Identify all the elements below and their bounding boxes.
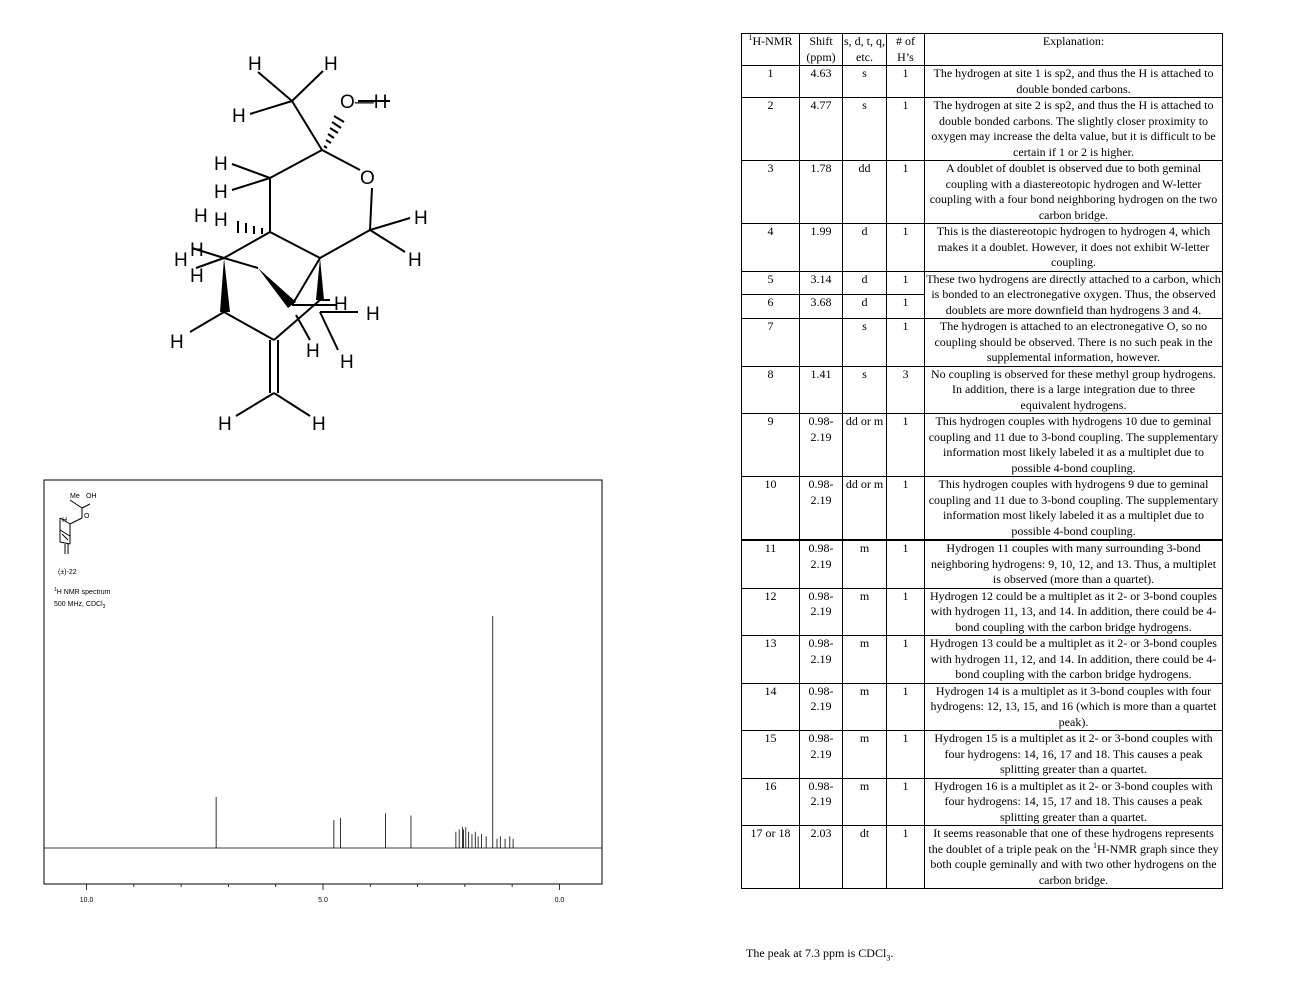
atom-h: H — [190, 266, 204, 287]
cell-h-count: 1 — [887, 588, 925, 636]
bond — [292, 101, 322, 150]
inset-compound-label: (±)-22 — [58, 569, 77, 576]
header-explanation: Explanation: — [925, 34, 1223, 66]
cell-explanation: Hydrogen 11 couples with many surrounding 3-bond neighboring hydrogens: 9, 10, 12, and 13. Thus, a multiplet is observed (more than a quartet). — [925, 540, 1223, 588]
cell-hydrogen: 14 — [742, 683, 800, 731]
bond — [320, 312, 338, 350]
cell-h-count: 1 — [887, 778, 925, 826]
cell-hydrogen: 7 — [742, 319, 800, 367]
bond — [296, 315, 310, 340]
cell-multiplicity: m — [843, 588, 887, 636]
atom-h: H — [214, 154, 228, 175]
table-row — [742, 636, 1223, 684]
cell-shift: 1.99 — [800, 224, 843, 272]
atom-h: H — [170, 332, 184, 353]
cell-h-count: 1 — [887, 636, 925, 684]
cell-explanation: These two hydrogens are directly attached to a carbon, which is bonded to an electronegative oxygen. Thus, the observed doublets are more downfield than hydrogens 3 and 4. — [926, 271, 1221, 317]
cell-hydrogen: 11 — [742, 540, 800, 588]
atom-h: H — [174, 250, 188, 271]
bond — [270, 150, 322, 178]
atom-h: H — [408, 250, 422, 271]
cell-h-count: 1 — [887, 161, 925, 224]
bond — [292, 71, 323, 101]
table-header-row — [742, 34, 1223, 66]
table-row — [742, 683, 1223, 731]
cell-h-count: 1 — [887, 826, 925, 889]
header-shift: Shift (ppm) — [800, 34, 843, 66]
cell-explanation: The hydrogen at site 1 is sp2, and thus the H is attached to double bonded carbons. — [925, 66, 1223, 98]
cell-shift: 0.98- 2.19 — [800, 540, 843, 588]
cell-hydrogen: 6 — [742, 295, 800, 319]
atom-oh: O—H — [340, 92, 388, 113]
table-row — [742, 161, 1223, 224]
cell-explanation: This hydrogen couples with hydrogens 9 due to geminal coupling and 11 due to 3-bond coupling. The supplementary information most likely labeled it as a multiplet due to possible 4-bond coupling. — [925, 477, 1223, 541]
inset-h-label: H — [62, 517, 68, 524]
wedge-bond — [258, 268, 296, 308]
cell-explanation: Hydrogen 15 is a multiplet as it 2- or 3-bond couples with four hydrogens: 14, 16, 17 and 18. This causes a peak splitting greater than a quartet. — [925, 731, 1223, 779]
cell-shift: 1.78 — [800, 161, 843, 224]
cell-hydrogen: 15 — [742, 731, 800, 779]
cell-multiplicity: dd or m — [843, 477, 887, 541]
cell-multiplicity: d — [843, 271, 887, 295]
bond — [224, 312, 274, 340]
inset-oh-label: OH — [86, 493, 97, 500]
cell-multiplicity: dd or m — [843, 414, 887, 477]
cell-multiplicity: dd — [843, 161, 887, 224]
molecule-structure — [160, 40, 460, 440]
footnote: The peak at 7.3 ppm is CDCl$_3$. — [746, 946, 894, 963]
bond — [232, 164, 270, 178]
cell-explanation: Hydrogen 12 could be a multiplet as it 2- or 3-bond couples with hydrogen 11, 13, and 14. In addition, there could be 4-bond coupling with the carbon bridge hydrogens. — [925, 588, 1223, 636]
table-row — [742, 588, 1223, 636]
table-row — [742, 271, 1223, 295]
table-row — [742, 98, 1223, 161]
bond — [190, 312, 224, 332]
spectrum-conditions: 500 MHz, CDCl$_3$ — [54, 601, 106, 610]
hashed-wedge-bond — [324, 116, 344, 148]
cell-shift: 0.98- 2.19 — [800, 731, 843, 779]
cell-hydrogen: 8 — [742, 366, 800, 414]
cell-h-count: 1 — [887, 540, 925, 588]
cell-shift: 0.98- 2.19 — [800, 683, 843, 731]
bond — [224, 232, 270, 258]
atom-o: O — [360, 168, 375, 189]
cell-explanation: The hydrogen is attached to an electronegative O, so no coupling should be observed. There is no such peak in the supplemental information, however. — [925, 319, 1223, 367]
cell-explanation: No coupling is observed for these methyl group hydrogens. In addition, there is a large integration due to three equivalent hydrogens. — [925, 366, 1223, 414]
cell-hydrogen: 9 — [742, 414, 800, 477]
cell-explanation: A doublet of doublet is observed due to both geminal coupling with a diastereotopic hydrogen and W-letter coupling with a four bond neighboring hydrogen on the two carbon bridge. — [925, 161, 1223, 224]
wedge-bond — [220, 258, 230, 312]
cell-multiplicity: m — [843, 778, 887, 826]
cell-hydrogen: 13 — [742, 636, 800, 684]
bond — [322, 150, 360, 170]
table-row — [742, 778, 1223, 826]
cell-explanation: Hydrogen 16 is a multiplet as it 2- or 3-bond couples with four hydrogens: 14, 15, 17 and 18. This causes a peak splitting greater than a quartet. — [925, 778, 1223, 826]
cell-multiplicity: d — [843, 224, 887, 272]
cell-h-count: 1 — [887, 66, 925, 98]
spectrum-peaks — [44, 616, 602, 848]
x-axis-ticks — [87, 884, 560, 890]
cell-explanation: This is the diastereotopic hydrogen to hydrogen 4, which makes it a doublet. However, it does not exhibit W-letter coupling. — [925, 224, 1223, 272]
bond — [270, 232, 320, 258]
bond — [232, 178, 270, 190]
cell-multiplicity: d — [843, 295, 887, 319]
cell-h-count: 1 — [887, 224, 925, 272]
x-tick-label: 0.0 — [554, 897, 565, 904]
cell-explanation: This hydrogen couples with hydrogens 10 due to geminal coupling and 11 due to 3-bond coupling. The supplementary information most likely labeled it as a multiplet due to possible 4-bond coupling. — [925, 414, 1223, 477]
nmr-assignment-table — [741, 33, 1223, 889]
cell-hydrogen: 1 — [742, 66, 800, 98]
cell-h-count: 3 — [887, 366, 925, 414]
table-row — [742, 540, 1223, 588]
cell-multiplicity: s — [843, 319, 887, 367]
cell-multiplicity: s — [843, 366, 887, 414]
x-tick-label: 5.0 — [318, 897, 328, 904]
table-row — [742, 366, 1223, 414]
bond — [370, 218, 410, 230]
x-tick-label: 10.0 — [79, 897, 94, 904]
cell-shift: 0.98- 2.19 — [800, 414, 843, 477]
cell-shift: 0.98- 2.19 — [800, 636, 843, 684]
atom-h: H — [334, 294, 348, 315]
atom-h: H — [194, 206, 208, 227]
atom-h: H — [214, 210, 228, 231]
cell-hydrogen: 16 — [742, 778, 800, 826]
table-row — [742, 477, 1223, 541]
cell-shift: 0.98- 2.19 — [800, 477, 843, 541]
atom-h: H — [214, 182, 228, 203]
bond — [250, 101, 292, 114]
cell-shift: 0.98- 2.19 — [800, 778, 843, 826]
cell-explanation: It seems reasonable that one of these hydrogens represents the doublet of a triple peak on the $^1$H-NMR graph since they both couple geminally and with two other hydrogens on the carbon bridge. — [925, 826, 1223, 889]
cell-shift: 4.77 — [800, 98, 843, 161]
nmr-spectrum-chart — [40, 478, 606, 908]
cell-multiplicity: s — [843, 98, 887, 161]
cell-shift: 3.14 — [800, 271, 843, 295]
cell-shift: 0.98- 2.19 — [800, 588, 843, 636]
bond — [370, 188, 372, 230]
x-axis-tick-labels — [80, 897, 565, 904]
atom-h: H — [190, 240, 204, 261]
atom-h: H — [414, 208, 428, 229]
atom-h: H — [312, 414, 326, 435]
bond — [258, 72, 292, 101]
cell-h-count: 1 — [887, 98, 925, 161]
cell-multiplicity: m — [843, 540, 887, 588]
cell-h-count: 1 — [887, 731, 925, 779]
table-row — [742, 826, 1223, 889]
cell-multiplicity: s — [843, 66, 887, 98]
header-h-count: # of H’s — [887, 34, 925, 66]
cell-hydrogen: 3 — [742, 161, 800, 224]
cell-hydrogen: 12 — [742, 588, 800, 636]
cell-h-count: 1 — [887, 271, 925, 295]
cell-h-count: 1 — [887, 319, 925, 367]
cell-shift — [800, 319, 843, 367]
atom-h: H — [232, 106, 246, 127]
inset-o-label: O — [84, 513, 90, 520]
bond — [370, 230, 405, 252]
bond — [236, 393, 274, 416]
bond — [292, 258, 320, 305]
cell-shift: 4.63 — [800, 66, 843, 98]
header-h-nmr: $^1$H-NMR — [742, 34, 800, 66]
cell-explanation: Hydrogen 13 could be a multiplet as it 2- or 3-bond couples with hydrogen 11, 12, and 14. In addition, there could be 4-bond coupling with the carbon bridge hydrogens. — [925, 636, 1223, 684]
bond — [224, 258, 258, 268]
cell-multiplicity: m — [843, 636, 887, 684]
cell-multiplicity: dt — [843, 826, 887, 889]
cell-h-count: 1 — [887, 477, 925, 541]
table-row — [742, 731, 1223, 779]
cell-hydrogen: 10 — [742, 477, 800, 541]
cell-multiplicity: m — [843, 683, 887, 731]
table-row — [742, 66, 1223, 98]
inset-me-label: Me — [70, 493, 80, 500]
atom-h: H — [366, 304, 380, 325]
cell-multiplicity: m — [843, 731, 887, 779]
table-row — [742, 319, 1223, 367]
cell-shift: 2.03 — [800, 826, 843, 889]
cell-h-count: 1 — [887, 683, 925, 731]
cell-explanation: The hydrogen at site 2 is sp2, and thus the H is attached to double bonded carbons. The slightly closer proximity to oxygen may increase the delta value, but it is difficult to be certain if 1 or 2 is higher. — [925, 98, 1223, 161]
cell-hydrogen: 5 — [742, 271, 800, 295]
atom-h: H — [248, 54, 262, 75]
cell-hydrogen: 2 — [742, 98, 800, 161]
cell-h-count: 1 — [887, 295, 925, 319]
cell-hydrogen: 4 — [742, 224, 800, 272]
bond — [320, 230, 370, 258]
atom-h: H — [340, 352, 354, 373]
header-multiplicity: s, d, t, q, etc. — [844, 34, 886, 64]
atom-h: H — [306, 341, 320, 362]
atom-h: H — [324, 54, 338, 75]
atom-h: H — [218, 414, 232, 435]
inset-structure — [60, 500, 90, 554]
spectrum-title: $^1$H NMR spectrum — [54, 587, 111, 596]
hashed-wedge-bond — [238, 221, 262, 234]
cell-shift: 3.68 — [800, 295, 843, 319]
table-row — [742, 414, 1223, 477]
cell-hydrogen: 17 or 18 — [742, 826, 800, 889]
spectrum-frame — [44, 480, 602, 884]
table-row — [742, 224, 1223, 272]
cell-explanation: Hydrogen 14 is a multiplet as it 3-bond couples with four hydrogens: 12, 13, 15, and 16 (which is more than a quartet peak). — [925, 683, 1223, 731]
cell-shift: 1.41 — [800, 366, 843, 414]
bond — [274, 393, 310, 416]
cell-h-count: 1 — [887, 414, 925, 477]
